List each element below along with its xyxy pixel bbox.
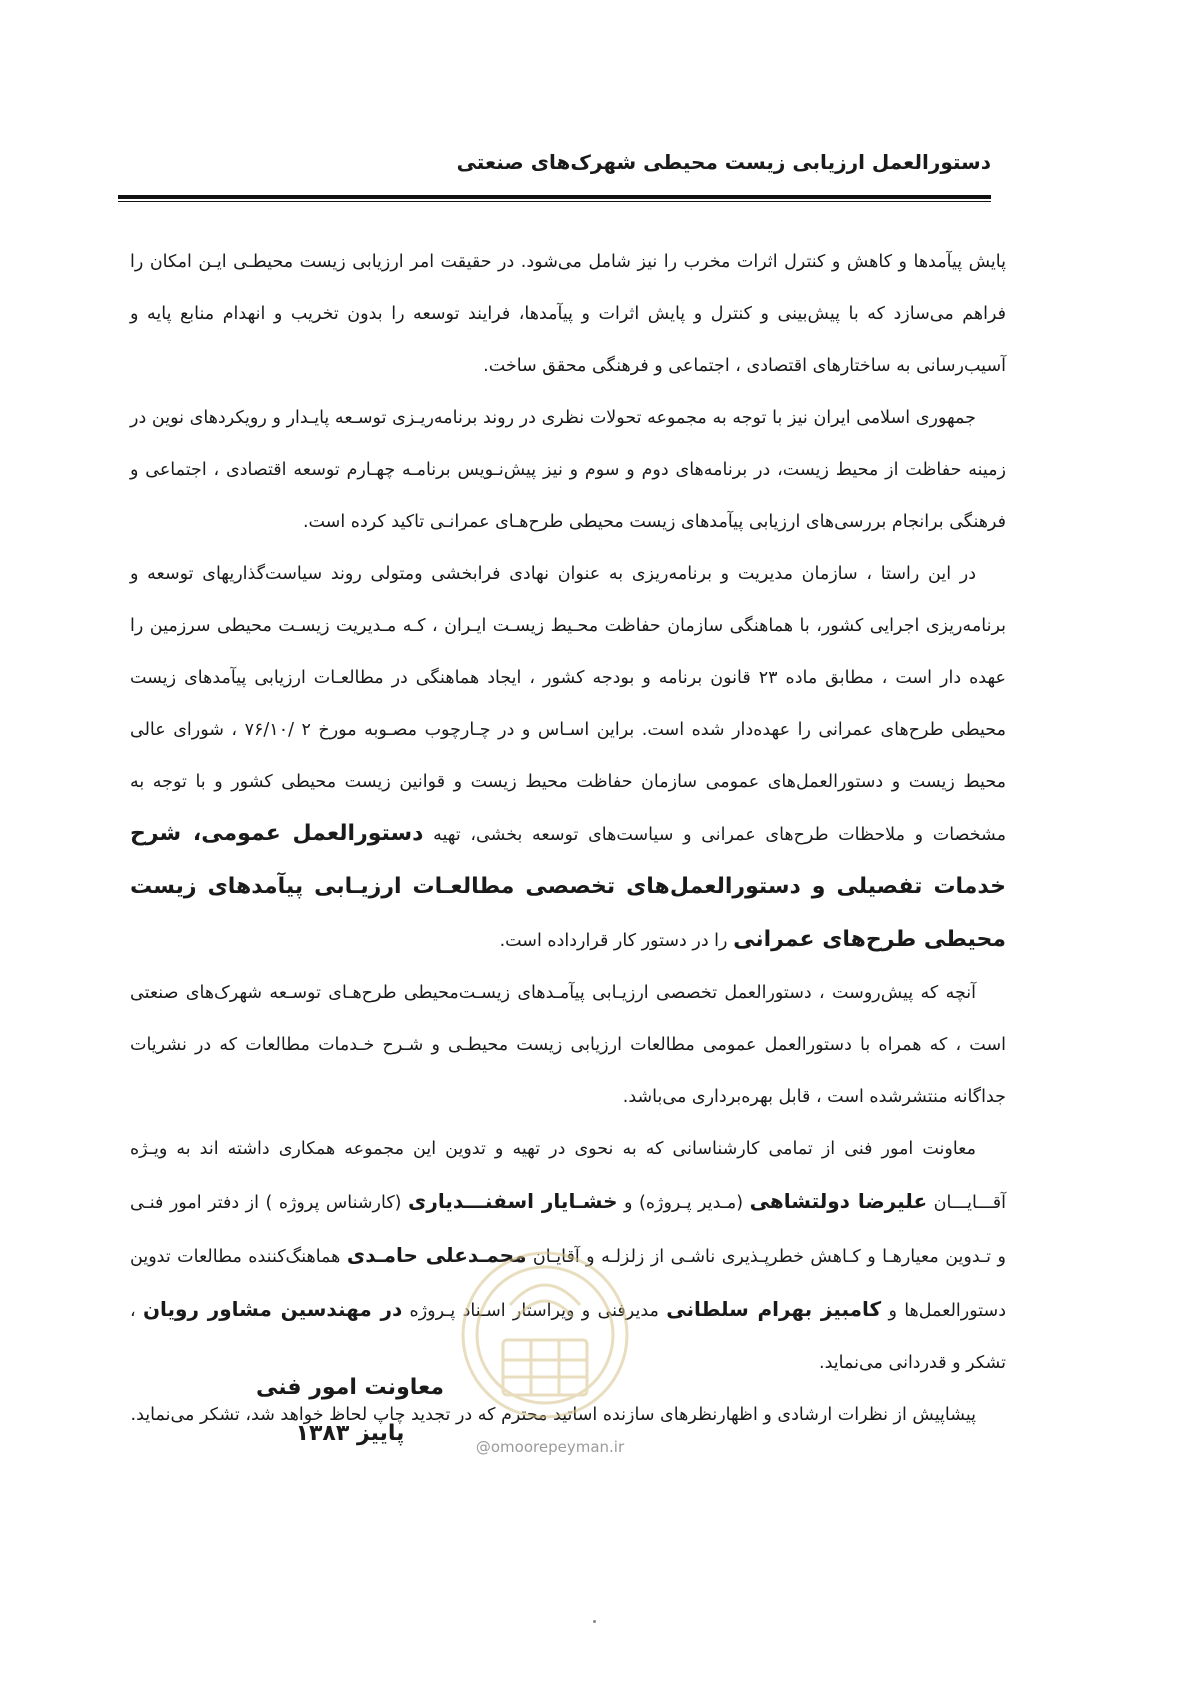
watermark-url: @omoorepeyman.ir — [475, 1438, 625, 1456]
p5-part-e: مدیرفنی و ویراستار اسـناد پـروژه — [402, 1301, 667, 1321]
p5-part-b: (مـدیر پـروژه) و — [617, 1193, 750, 1213]
p5-part-c: (کارشناس پروژه ) از دفتر امور فنـی و تـدوین معیارهـا و کـاهش خطرپـذیری ناشـی از زلزلـه و آقایـان — [130, 1193, 1006, 1267]
p5-name-5: در مهندسین مشاور رویان — [142, 1297, 403, 1321]
paragraph-3-end: را در دستور کار قرارداده است. — [499, 931, 734, 951]
signature-date: پاییز ۱۳۸۳ — [295, 1421, 405, 1446]
paragraph-3-text: در این راستا ، سازمان مدیریت و برنامه‌ریزی به عنوان نهادی فرابخشی ومتولی روند سیاست‌گذاریهای توسعه و برنامه‌ریزی اجرایی کشور، با هماهنگی سازمان حفاظت محـیط زیسـت ایـران ، کـه مـدیریت زیسـت محیطی سرزمین را عهده دار است ، مطابق ماده ۲۳ قانون برنامه و بودجه کشور ، ایجاد هماهنگی در مطالعـات ارزیابی پیآمدهای زیست محیطی طرح‌های عمرانی را عهده‌دار شده است. براین اسـاس و در چـارچوب مصـوبه مورخ ۲ /۷۶/۱۰ ، شورای عالی محیط زیست و دستورالعمل‌های عمومی سازمان حفاظت محیط زیست و قوانین زیست محیطی کشور و با توجه به مشخصات و ملاحظات طرح‌های عمرانی و سیاست‌های توسعه بخشی، تهیه — [130, 564, 1006, 845]
page-mark — [593, 1620, 596, 1623]
p5-name-2: خشـایار اسفنـــدیاری — [408, 1189, 618, 1213]
header-rule-thin — [118, 201, 991, 202]
p5-part-a: معاونت امور فنی از تمامی کارشناسانی که به نحوی در تهیه و تدوین این مجموعه همکاری داشته اند به ویـژه آقـــایـــان — [130, 1139, 1006, 1213]
p5-name-4: کامبیز بهرام سلطانی — [666, 1297, 882, 1321]
paragraph-6: پیشاپیش از نظرات ارشادی و اظهارنظرهای سازنده اساتید محترم که در تجدید چاپ لحاظ خواهد شد، تشکر می‌نماید. — [130, 1405, 976, 1425]
p5-name-1: علیرضا دولتشاهی — [749, 1189, 928, 1213]
signature-block — [250, 1365, 450, 1457]
document-title: دستورالعمل ارزیابی زیست محیطی شهرک‌های صنعتی — [456, 150, 991, 174]
signature-office: معاونت امور فنی — [255, 1375, 445, 1400]
p5-part-f: ، تشکر و قدردانی می‌نماید. — [130, 1301, 1006, 1373]
p5-name-3: محمـدعلی حامـدی — [346, 1243, 527, 1267]
p5-part-d: هماهنگ‌کننده مطالعات تدوین دستورالعمل‌ها و — [130, 1247, 1007, 1321]
paragraph-3-bold-title: دستورالعمل عمومی، شرح خدمات تفصیلی و دستورالعمل‌های تخصصی مطالعـات ارزیـابی پیآمدهای زیست محیطی طرح‌های عمرانی — [130, 821, 1006, 952]
paragraph-2: جمهوری اسلامی ایران نیز با توجه به مجموعه تحولات نظری در روند برنامه‌ریـزی توسـعه پایـدار و رویکردهای نوین در زمینه حفاظت از محیط زیست، در برنامه‌های دوم و سوم و نیز پیش‌نـویس برنامـه چهـارم توسعه اقتصادی ، اجتماعی و فرهنگی برانجام بررسی‌های ارزیابی پیآمدهای زیست محیطی طرح‌هـای عمرانـی تاکید کرده است. — [130, 408, 1006, 532]
paragraph-3 — [130, 548, 1006, 967]
watermark-seal-icon — [455, 1245, 635, 1445]
paragraph-4: آنچه که پیش‌روست ، دستورالعمل تخصصی ارزیـابی پیآمـدهای زیسـت‌محیطی طرح‌هـای توسـعه شهرک‌های صنعتی است ، که همراه با دستورالعمل عمومی مطالعات ارزیابی زیست محیطـی و شـرح خـدمات مطالعات که در نشریات جداگانه منتشرشده است ، قابل بهره‌برداری می‌باشد. — [130, 983, 1006, 1107]
page-header — [118, 140, 991, 200]
paragraph-1: پایش پیآمدها و کاهش و کنترل اثرات مخرب را نیز شامل می‌شود. در حقیقت امر ارزیابی زیست محیطـی ایـن امکان را فراهم می‌سازد که با پیش‌بینی و کنترل و پایش اثرات و پیآمدها، فرایند توسعه را بدون تخریب و انهدام منابع پایه و آسیب‌رسانی به ساختارهای اقتصادی ، اجتماعی و فرهنگی محقق ساخت. — [130, 252, 1006, 376]
header-rule-thick — [118, 195, 991, 199]
